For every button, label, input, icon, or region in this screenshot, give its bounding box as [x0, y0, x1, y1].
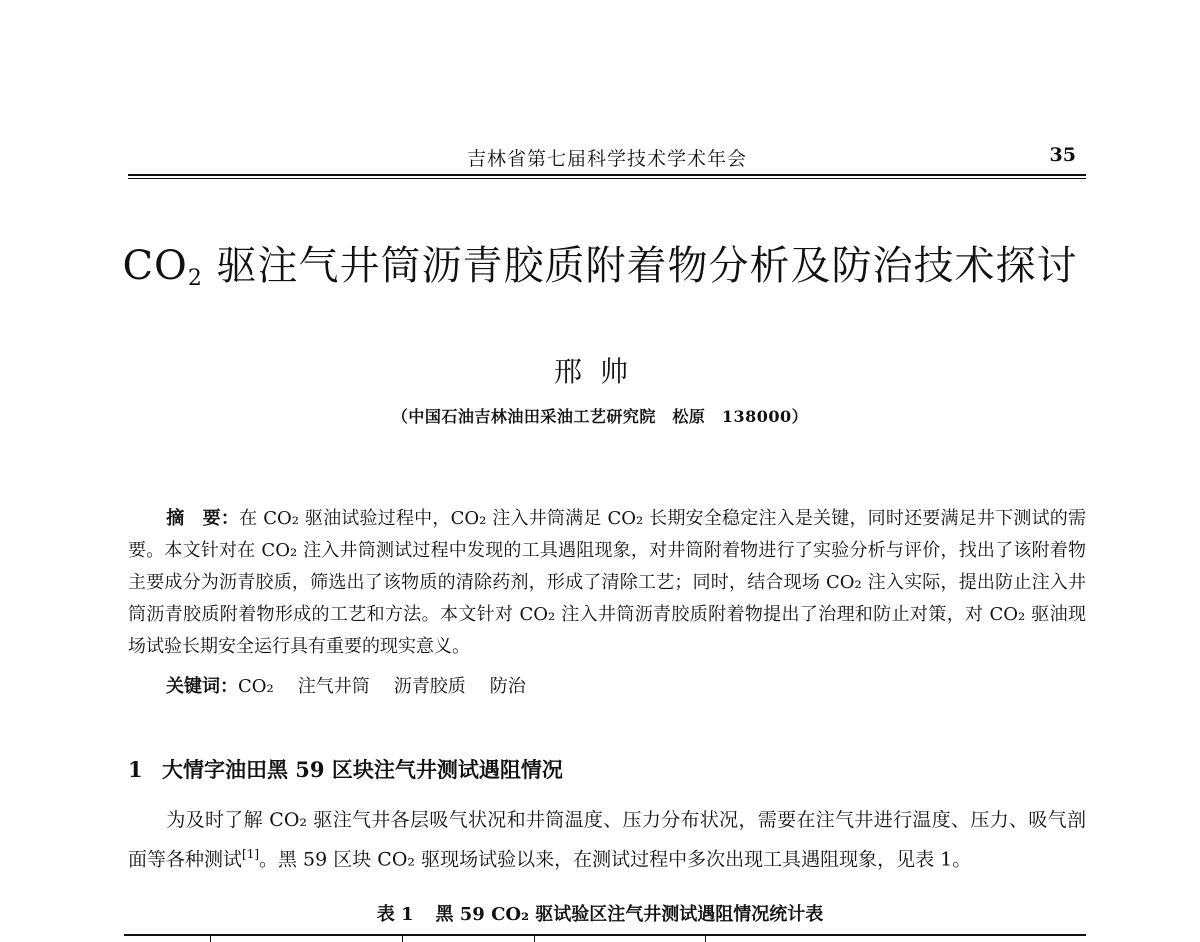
- keywords-label: 关键词：: [166, 676, 238, 697]
- table-label: 表 1: [376, 904, 414, 925]
- running-header: [128, 140, 1086, 174]
- abstract-label: 摘 要：: [166, 508, 240, 529]
- section-paragraph: [128, 803, 1086, 876]
- page-number: 35: [1049, 144, 1076, 166]
- abstract: [128, 503, 1086, 663]
- conference-name: 吉林省第七届科学技术学术年会: [466, 148, 747, 170]
- keyword-item: CO₂: [238, 676, 274, 697]
- author-name: 邢帅: [553, 355, 646, 388]
- section-heading: [128, 754, 1086, 784]
- header-rule-thin: [128, 178, 1086, 179]
- paragraph-text-2: 。黑 59 区块 CO₂ 驱现场试验以来，在测试过程中多次出现工具遇阻现象，见表 1。: [259, 848, 972, 871]
- keyword-item: 沥青胶质: [393, 676, 466, 697]
- paper-title: [100, 234, 1100, 291]
- keywords: [166, 671, 1066, 703]
- title-rest: 驱注气井筒沥青胶质附着物分析及防治技术探讨: [202, 243, 1078, 289]
- abstract-text: 在 CO₂ 驱油试验过程中，CO₂ 注入井筒满足 CO₂ 长期安全稳定注入是关键，同时还要满足井下测试的需要。本文针对在 CO₂ 注入井筒测试过程中发现的工具遇阻现象，对井筒附着物进行了实验分析与评价，找出了该附着物主要成分为沥青胶质，筛选出了该物质的清除药剂，形成了清除工艺；同时，结合现场 CO₂ 注入实际，提出防止注入井筒沥青胶质附着物形成的工艺和方法。本文针对 CO₂ 注入井筒沥青胶质附着物提出了治理和防止对策，对 CO₂ 驱油现场试验长期安全运行具有重要的现实意义。: [128, 508, 1087, 657]
- paragraph-text-1: 为及时了解 CO₂ 驱注气井各层吸气状况和井筒温度、压力分布状况，需要在注气井进行温度、压力、吸气剖面等各种测试: [128, 809, 1086, 871]
- title-subscript: 2: [187, 266, 203, 291]
- author-affiliation: （中国石油吉林油田采油工艺研究院 松原 138000）: [391, 407, 809, 426]
- section-title: 大情字油田黑 59 区块注气井测试遇阻情况: [162, 757, 563, 782]
- title-prefix: CO: [122, 243, 188, 289]
- table-title: 黑 59 CO₂ 驱试验区注气井测试遇阻情况统计表: [435, 904, 824, 925]
- table-top-rule: [124, 934, 1086, 936]
- keyword-item: 注气井筒: [297, 676, 370, 697]
- section-number: 1: [128, 757, 143, 782]
- table-caption: [100, 900, 1100, 926]
- header-rule-thick: [128, 174, 1086, 176]
- citation-marker: [1]: [242, 847, 260, 861]
- keyword-item: 防治: [489, 676, 526, 697]
